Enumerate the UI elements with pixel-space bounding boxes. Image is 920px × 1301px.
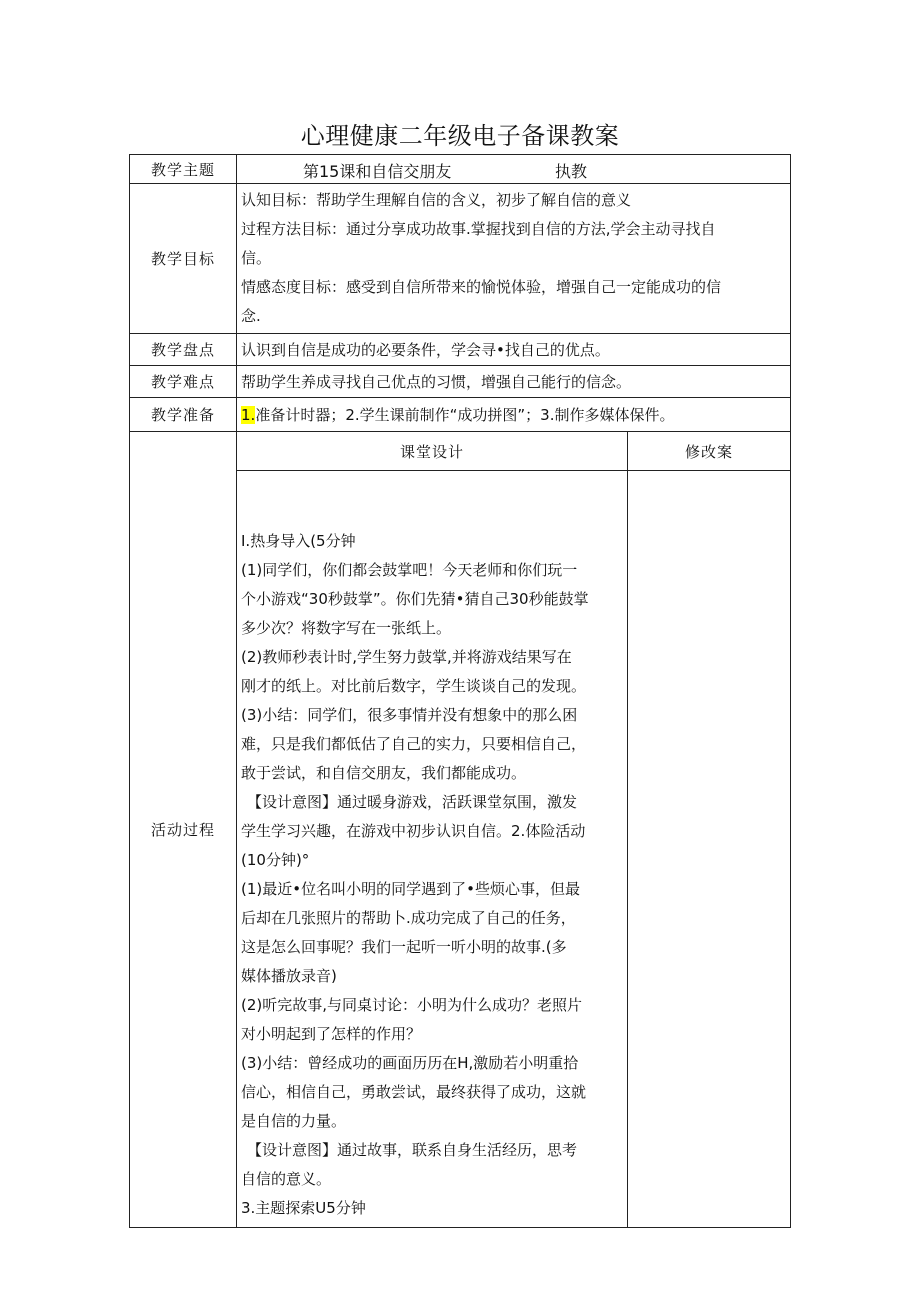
design-line: (1)最近•位名叫小明的同学遇到了•些烦心事，但最 [241,880,580,898]
design-line: 自信的意义。 [241,1170,332,1188]
goal-line: 念. [241,307,261,325]
topic-value: 第15课和自信交朋友 [303,162,452,181]
column-header-revision: 修改案 [628,432,791,471]
design-line: 后却在几张照片的帮助卜.成功完成了自己的任务， [241,909,576,927]
goal-line: 信。 [241,249,272,267]
design-line: 3.主题探索U5分钟 [241,1199,366,1217]
key-point-value: 认识到自信是成功的必要条件，学会寻•找自己的优点。 [237,334,791,366]
lesson-plan-table [129,154,791,1228]
design-line: 媒体播放录音) [241,967,337,985]
design-line: (3)小结：曾经成功的画面历历在H,激励若小明重拾 [241,1054,579,1072]
design-line: 信心，相信自己，勇敢尝试，最终获得了成功，这就 [241,1083,587,1101]
difficulty-label: 教学难点 [130,366,237,398]
design-line: 【设计意图】通过故事，联系自身生活经历，思考 [247,1141,578,1159]
design-line: (3)小结：同学们，很多事情并没有想象中的那么困 [241,706,578,724]
goals-cell [237,184,791,334]
key-point-label: 教学盘点 [130,334,237,366]
goal-line: 情感态度目标：感受到自信所带来的愉悦体验，增强自己一定能成功的信 [241,278,722,296]
topic-cell [237,155,791,184]
design-line: 刚才的纸上。对比前后数字，学生谈谈自己的发现。 [241,677,587,695]
design-line: (10分钟)° [241,851,310,869]
design-line: 学生学习兴趣，在游戏中初步认识自信。2.体险活动 [241,822,586,840]
difficulty-value: 帮助学生养成寻找自己优点的习惯，增强自己能行的信念。 [237,366,791,398]
design-line: 【设计意图】通过暖身游戏，活跃课堂氛围，激发 [247,793,578,811]
goals-label: 教学目标 [130,184,237,334]
highlight-marker: 1. [241,406,256,424]
preparation-cell [237,398,791,432]
activity-label: 活动过程 [130,432,237,1228]
design-line: (2)教师秒表计时,学生努力鼓掌,并将游戏结果写在 [241,648,572,666]
preparation-label: 教学准备 [130,398,237,432]
teacher-label: 执教 [555,162,588,181]
goal-line: 过程方法目标：通过分享成功故事.掌握找到自信的方法,学会主动寻找自 [241,220,716,238]
topic-label: 教学主题 [130,155,237,184]
revision-content [628,471,791,1228]
column-header-design: 课堂设计 [237,432,628,471]
design-line: I.热身导入(5分钟 [241,532,356,550]
design-line: (2)听完故事,与同桌讨论：小明为什么成功？老照片 [241,996,583,1014]
design-line: 难，只是我们都低估了自己的实力，只要相信自己， [241,735,587,753]
design-line: 个小游戏“30秒鼓掌”。你们先猜•猜自己30秒能鼓掌 [241,590,589,608]
goal-line: 认知目标：帮助学生理解自信的含义，初步了解自信的意义 [241,191,632,209]
document-title: 心理健康二年级电子备课教案 [300,122,620,150]
preparation-value: 准备计时器；2.学生课前制作“成功拼图”；3.制作多媒体保件。 [255,406,675,424]
design-line: 敢于尝试，和自信交朋友，我们都能成功。 [241,764,527,782]
design-content [237,471,628,1228]
design-line: 多少次？将数字写在一张纸上。 [241,619,452,637]
design-line: 是自信的力量。 [241,1112,347,1130]
design-line: (1)同学们，你们都会鼓掌吧！今天老师和你们玩一 [241,561,578,579]
design-line: 对小明起到了怎样的作用？ [241,1025,422,1043]
design-line: 这是怎么回事呢？我们一起听一听小明的故事.(多 [241,938,567,956]
